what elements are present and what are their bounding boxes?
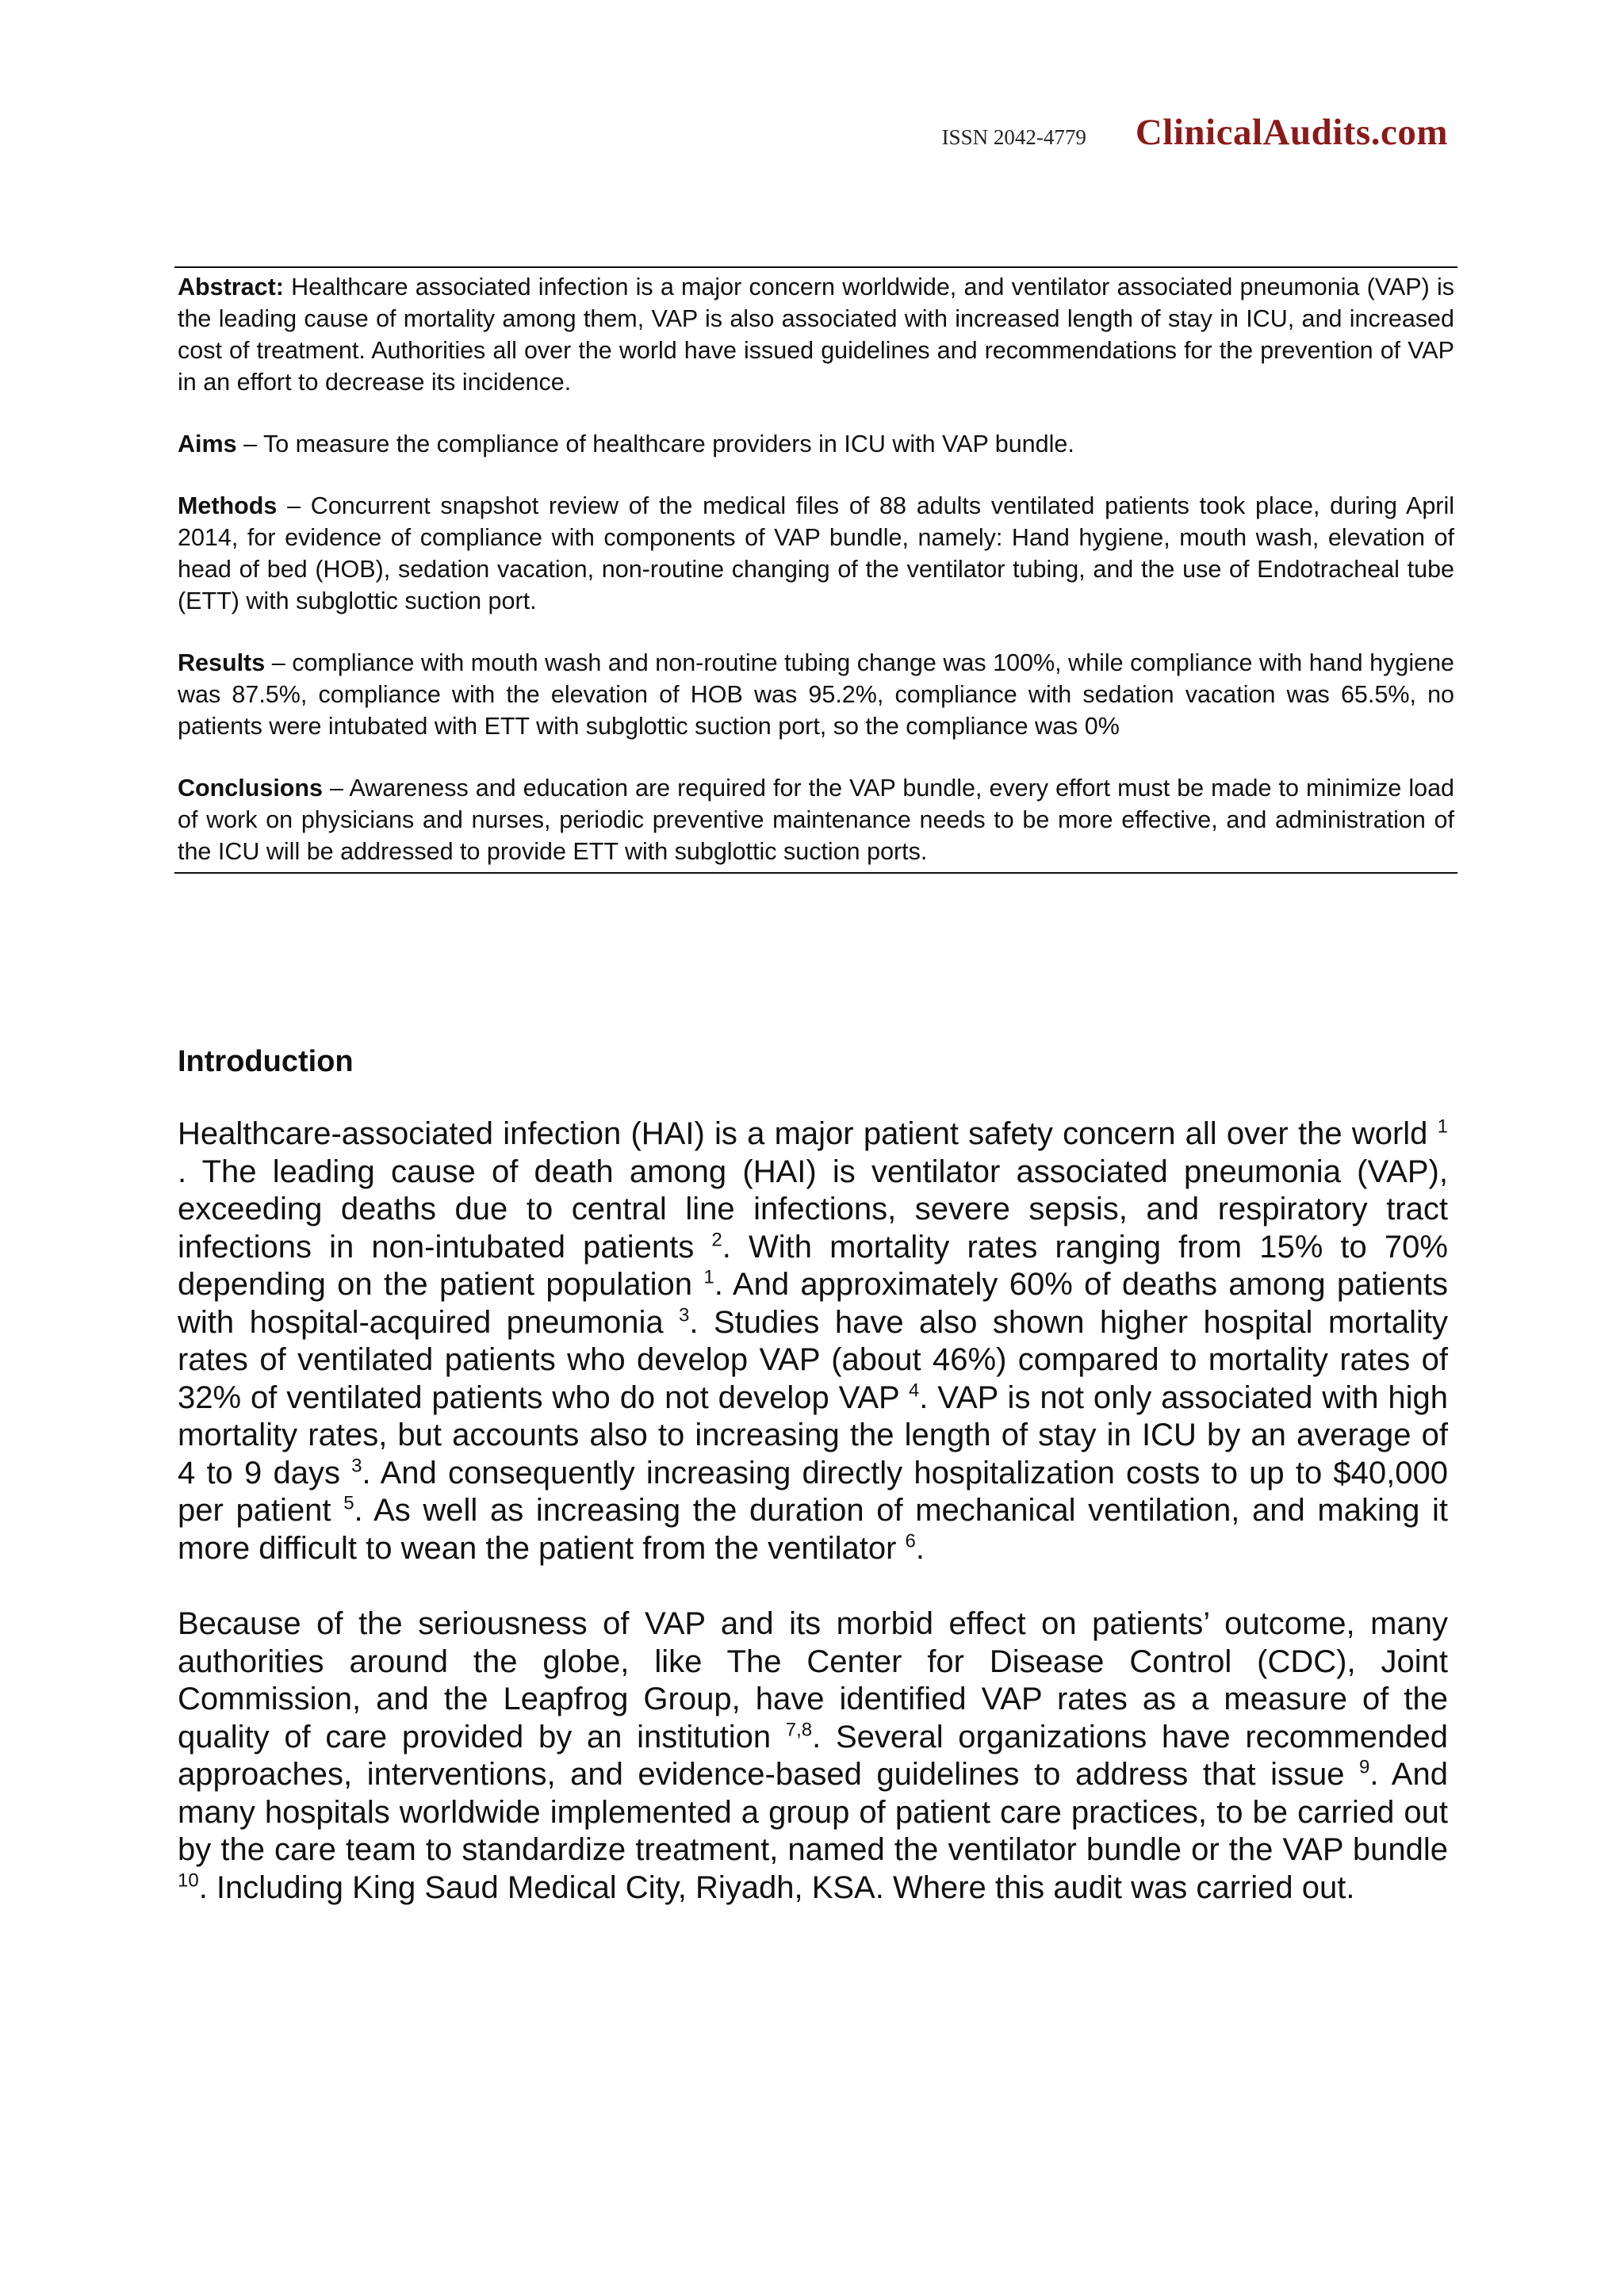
aims-text: – To measure the compliance of healthcare providers in ICU with VAP bundle. — [236, 430, 1074, 457]
intro-text: . And consequently increasing directly hospitalization costs to up to $40,000 per patient — [178, 1455, 1448, 1528]
journal-brand: ClinicalAudits.com — [1135, 112, 1448, 153]
intro-text: Healthcare-associated infection (HAI) is a major patient safety concern all over the world — [178, 1116, 1438, 1151]
intro-text: . As well as increasing the duration of mechanical ventilation, and making it more difficult to wean the patient from the ventilator — [178, 1493, 1448, 1566]
intro-text: . With mortality rates ranging from 15% to 70% depending on the patient population — [178, 1229, 1448, 1302]
intro-text: . And many hospitals worldwide implemented a group of patient care practices, to be carried out by the care team to standardize treatment, named the ventilator bundle or the VAP bundle — [178, 1757, 1448, 1867]
results-paragraph — [178, 647, 1454, 742]
abstract-label: Abstract: — [178, 274, 284, 300]
intro-text: . And approximately 60% of deaths among patients with hospital-acquired pneumonia — [178, 1267, 1449, 1340]
intro-text: . Including King Saud Medical City, Riyadh, KSA. Where this audit was carried out. — [198, 1869, 1355, 1905]
issn-number: ISSN 2042-4779 — [941, 125, 1086, 149]
introduction-paragraph-1 — [178, 1115, 1448, 1567]
methods-paragraph — [178, 490, 1454, 617]
citation-ref: 4 — [908, 1380, 920, 1402]
methods-text: – Concurrent snapshot review of the medical files of 88 adults ventilated patients took place, during April 2014, for evidence of compliance with components of VAP bundle, namely: Hand hygiene, mouth wash, elevation of head of bed (HOB), sedation vacation, non-routine changing of the ventilator tubing, and the use of Endotracheal tube (ETT) with subglottic suction port. — [178, 492, 1454, 614]
citation-ref: 7,8 — [785, 1719, 813, 1741]
intro-text: Because of the seriousness of VAP and its morbid effect on patients’ outcome, many authorities around the globe, like The Center for Disease Control (CDC), Joint Commission, and the Leapfrog Group, have identified VAP rates as a measure of the quality of care provided by an institution — [178, 1606, 1448, 1755]
results-label: Results — [178, 649, 266, 676]
citation-ref: 6 — [905, 1530, 916, 1552]
methods-label: Methods — [178, 492, 278, 519]
citation-ref: 1 — [1437, 1115, 1448, 1138]
citation-ref: 3 — [351, 1455, 362, 1477]
intro-text: . Studies have also shown higher hospital mortality rates of ventilated patients who develop VAP (about 46%) compared to mortality rates of 32% of ventilated patients who do not develop VAP — [178, 1304, 1449, 1415]
abstract-paragraph — [178, 271, 1454, 398]
introduction-paragraph-2 — [178, 1605, 1448, 1907]
conclusions-text: – Awareness and education are required for the VAP bundle, every effort must be made to minimize load of work on physicians and nurses, periodic preventive maintenance needs to be more effective, and administration of the ICU will be addressed to provide ETT with subglottic suction ports. — [178, 775, 1454, 865]
citation-ref: 3 — [679, 1304, 690, 1326]
citation-ref: 2 — [711, 1229, 722, 1251]
introduction-section — [178, 1045, 1448, 1945]
aims-paragraph — [178, 428, 1454, 460]
journal-header — [942, 111, 1448, 154]
aims-label: Aims — [178, 430, 237, 457]
citation-ref: 9 — [1359, 1756, 1370, 1778]
intro-text: . — [915, 1530, 925, 1566]
results-text: – compliance with mouth wash and non-routine tubing change was 100%, while compliance with hand hygiene was 87.5%, compliance with the elevation of HOB was 95.2%, compliance with sedation vacation was 65.5%, no patients were intubated with ETT with subglottic suction port, so the compliance was 0% — [178, 649, 1454, 740]
abstract-box — [174, 266, 1457, 874]
introduction-heading: Introduction — [178, 1045, 354, 1078]
conclusions-paragraph — [178, 772, 1454, 867]
intro-text: . The leading cause of death among (HAI) is ventilator associated pneumonia (VAP), exceeding deaths due to central line infections, severe sepsis, and respiratory tract infections in non-intubated patients — [178, 1154, 1448, 1265]
conclusions-label: Conclusions — [178, 775, 324, 802]
citation-ref: 5 — [343, 1492, 354, 1514]
intro-text: . Several organizations have recommended approaches, interventions, and evidence-based guidelines to address that issue — [178, 1719, 1449, 1792]
abstract-text: Healthcare associated infection is a major concern worldwide, and ventilator associated pneumonia (VAP) is the leading cause of mortality among them, VAP is also associated with increased length of stay in ICU, and increased cost of treatment. Authorities all over the world have issued guidelines and recommendations for the prevention of VAP in an effort to decrease its incidence. — [178, 274, 1454, 396]
citation-ref: 10 — [178, 1869, 199, 1892]
intro-text: . VAP is not only associated with high mortality rates, but accounts also to increasing the length of stay in ICU by an average of 4 to 9 days — [178, 1380, 1448, 1490]
citation-ref: 1 — [703, 1266, 714, 1288]
